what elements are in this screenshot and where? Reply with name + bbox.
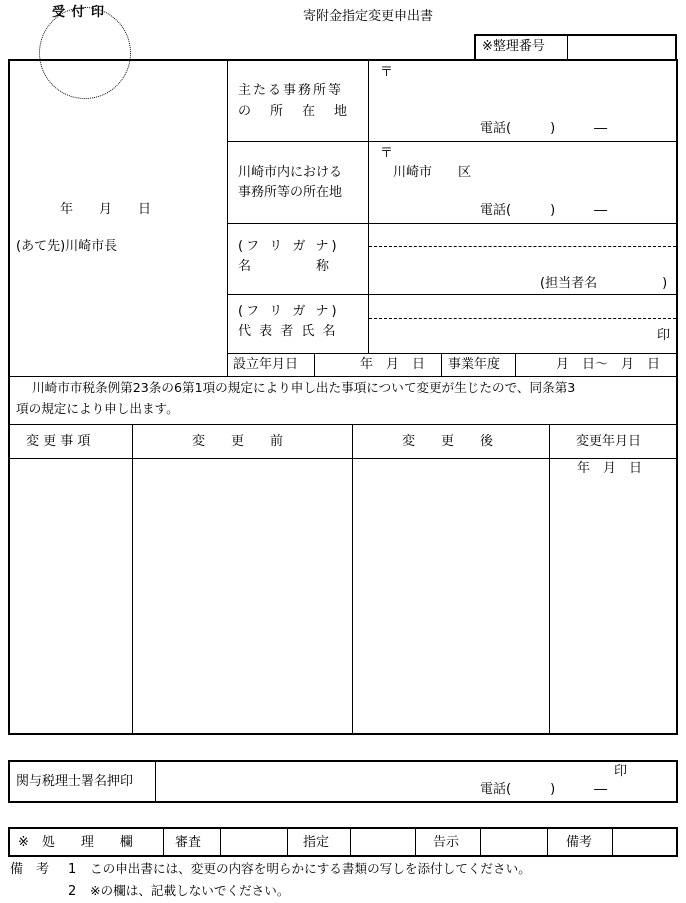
changes-col-date: 変更年月日 bbox=[576, 434, 642, 449]
city-office-phone[interactable]: 電話( ) ― bbox=[480, 203, 608, 218]
note-2-text: ※の欄は、記載しないでください。 bbox=[90, 883, 290, 898]
city-office-label-line1: 川崎市内における bbox=[238, 165, 343, 180]
changes-col-item: 変 更 事 項 bbox=[26, 434, 91, 449]
notes-title: 備 考 bbox=[10, 862, 50, 877]
processing-label: ※ 処 理 欄 bbox=[18, 835, 133, 850]
form-title: 寄附金指定変更申出書 bbox=[303, 9, 434, 24]
city-office-postal-mark: 〒 bbox=[380, 146, 394, 161]
processing-remarks-label: 備考 bbox=[566, 835, 593, 850]
main-office-label-line2: の 所 在 地 bbox=[238, 104, 351, 119]
representative-furigana-label: (フ リ ガ ナ) bbox=[238, 304, 340, 319]
tax-accountant-phone[interactable]: 電話( ) ― bbox=[480, 782, 608, 797]
representative-label: 代 表 者 氏 名 bbox=[238, 324, 338, 339]
established-date-value[interactable]: 年 月 日 bbox=[360, 357, 426, 372]
name-furigana-label: (フ リ ガ ナ) bbox=[238, 239, 340, 254]
city-office-label-line2: 事務所等の所在地 bbox=[238, 185, 343, 200]
processing-notice-label: 告示 bbox=[433, 835, 460, 850]
main-office-label-line1: 主たる事務所等 bbox=[238, 83, 344, 98]
main-office-postal-mark: 〒 bbox=[380, 65, 394, 80]
changes-before-field[interactable] bbox=[134, 460, 351, 733]
established-date-label: 設立年月日 bbox=[233, 357, 299, 372]
application-date[interactable]: 年 月 日 bbox=[60, 202, 152, 217]
processing-review-label: 審査 bbox=[175, 835, 202, 850]
city-office-ward[interactable]: 川崎市 区 bbox=[393, 165, 472, 180]
contact-person[interactable]: (担当者名 ) bbox=[540, 276, 668, 291]
tax-accountant-label: 関与税理士署名押印 bbox=[16, 774, 134, 789]
tax-accountant-seal: 印 bbox=[614, 764, 628, 779]
fiscal-year-value[interactable]: 月 日〜 月 日 bbox=[556, 357, 661, 372]
changes-col-before: 変 更 前 bbox=[192, 434, 284, 449]
representative-seal: 印 bbox=[657, 328, 671, 343]
statement-line2: 項の規定により申し出ます。 bbox=[16, 401, 179, 416]
processing-designation-label: 指定 bbox=[303, 835, 330, 850]
note-1-number: 1 bbox=[68, 862, 77, 877]
note-2-number: 2 bbox=[68, 884, 77, 899]
note-1-text: この申出書には、変更の内容を明らかにする書類の写しを添付してください。 bbox=[90, 861, 531, 876]
main-office-phone[interactable]: 電話( ) ― bbox=[480, 121, 608, 136]
changes-date-placeholder[interactable]: 年 月 日 bbox=[577, 461, 643, 476]
reference-number-label: ※整理番号 bbox=[482, 39, 545, 54]
fiscal-year-label: 事業年度 bbox=[448, 357, 501, 372]
name-label: 名 称 bbox=[238, 259, 330, 274]
changes-item-field[interactable] bbox=[10, 460, 131, 733]
addressee: (あて先)川崎市長 bbox=[16, 239, 118, 254]
statement-line1: 川崎市市税条例第23条の6第1項の規定により申し出た事項について変更が生じたので、同条第3 bbox=[32, 380, 576, 395]
reception-stamp-label: 受 付 印 bbox=[52, 5, 106, 20]
changes-after-field[interactable] bbox=[354, 460, 548, 733]
changes-col-after: 変 更 後 bbox=[402, 434, 494, 449]
